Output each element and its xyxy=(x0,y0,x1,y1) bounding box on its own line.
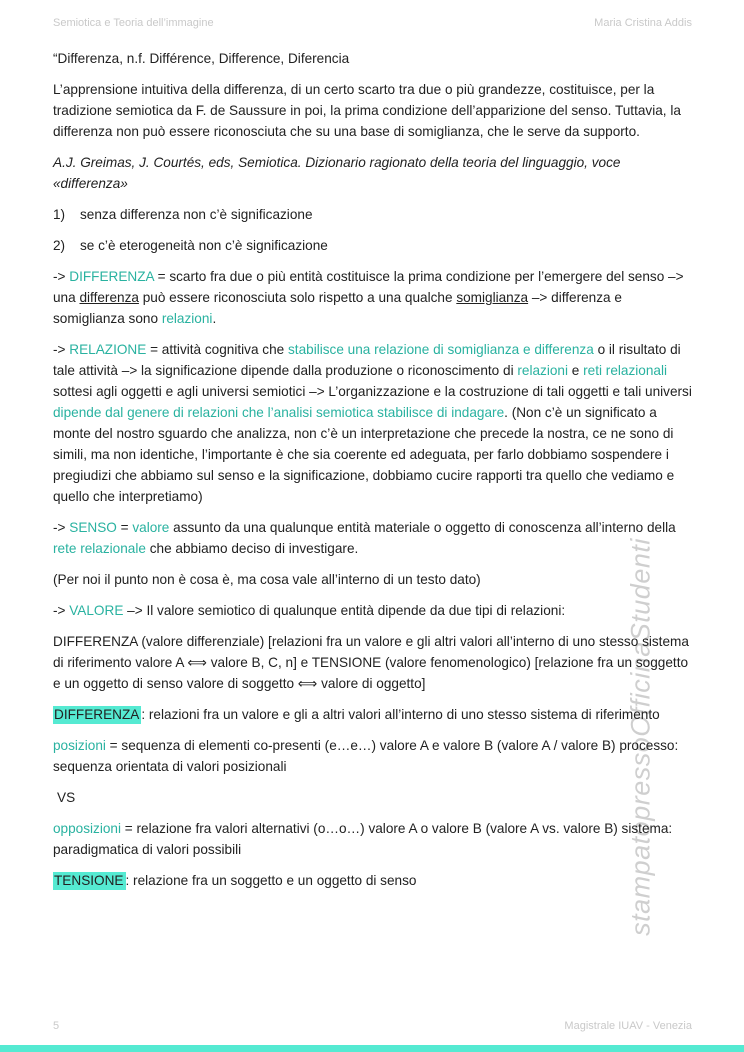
definition-differenza xyxy=(53,266,692,329)
text-segment: senza differenza non c’è significazione xyxy=(80,207,313,222)
text-segment: sottesi agli oggetti e agli universi semiotici –> L’organizzazione e la costruzione di tali oggetti e tali universi xyxy=(53,384,692,399)
text-segment: -> xyxy=(53,603,70,618)
text-segment: (Per noi il punto non è cosa è, ma cosa vale all’interno di un testo dato) xyxy=(53,572,481,587)
page-footer xyxy=(53,1020,692,1032)
bottom-accent-bar xyxy=(0,1045,744,1052)
text-segment: DIFFERENZA (valore differenziale) [relazioni fra un valore e gli altri valori all’interno di uno stesso sistema di riferimento valore A ⟺ valore B, C, n] e TENSIONE (valore fenomenologico) [relazione fra un soggetto e un oggetto di senso valore di soggetto ⟺ valore di oggetto] xyxy=(53,634,689,691)
list-marker: 2) xyxy=(53,238,66,253)
text-segment: somiglianza xyxy=(456,290,529,305)
text-segment: posizioni xyxy=(53,738,106,753)
text-segment: valore xyxy=(132,520,170,535)
highlighted-tensione xyxy=(53,870,692,891)
valore-types-paragraph xyxy=(53,631,692,694)
text-segment: RELAZIONE xyxy=(69,342,147,357)
watermark-text: stampatopressoOfficinaStudenti xyxy=(625,538,656,936)
list-item-2 xyxy=(53,235,692,256)
parenthetical-note xyxy=(53,569,692,590)
text-segment: DIFFERENZA xyxy=(54,707,140,722)
definition-valore xyxy=(53,600,692,621)
text-segment: può essere riconosciuta solo rispetto a una qualche xyxy=(138,290,457,305)
dictionary-entry-title xyxy=(53,48,692,69)
text-segment: se c’è eterogeneità non c’è significazione xyxy=(80,238,328,253)
text-segment: : relazione fra un soggetto e un oggetto di senso xyxy=(125,873,417,888)
text-segment: . (Non c’è un significato a monte del nostro sguardo che analizza, non c’è un interpretazione che precede la nostra, ce ne sono di simili, ma non identiche, l’importante è che sia coerente ed adeguata, per farlo dobbiamo sospendere i pregiudizi che abbiamo sul senso e la significazione, dobbiamo cucire rapporti tra quello che vediamo e quello che interpretiamo) xyxy=(53,405,675,504)
text-segment: -> xyxy=(53,342,70,357)
text-segment: assunto da una qualunque entità materiale o oggetto di conoscenza all’interno della xyxy=(169,520,676,535)
definition-relazione xyxy=(53,339,692,507)
footer-institution: Magistrale IUAV - Venezia xyxy=(564,1020,692,1032)
text-segment: SENSO xyxy=(69,520,117,535)
text-segment: che abbiamo deciso di investigare. xyxy=(145,541,359,556)
document-body xyxy=(53,48,692,901)
text-segment: VALORE xyxy=(69,603,124,618)
page-number: 5 xyxy=(53,1020,60,1032)
definition-senso xyxy=(53,517,692,559)
text-segment: TENSIONE xyxy=(54,873,124,888)
intro-paragraph xyxy=(53,79,692,142)
text-segment: DIFFERENZA xyxy=(69,269,154,284)
text-segment: = relazione fra valori alternativi (o…o…) valore A o valore B (valore A vs. valore B) sistema: paradigmatica di valori possibili xyxy=(53,821,673,857)
highlighted-differenza xyxy=(53,704,692,725)
text-segment: = sequenza di elementi co-presenti (e…e…) valore A e valore B (valore A / valore B) processo: sequenza orientata di valori posizionali xyxy=(53,738,679,774)
text-segment: A.J. Greimas, J. Courtés, eds, Semiotica. Dizionario ragionato della teoria del linguaggio, voce «differenza» xyxy=(53,155,621,191)
text-segment: opposizioni xyxy=(53,821,122,836)
header-author: Maria Cristina Addis xyxy=(594,17,692,29)
text-segment: “Differenza, n.f. Différence, Difference, Diferencia xyxy=(53,51,350,66)
text-segment: . xyxy=(212,311,217,326)
text-segment: stabilisce una relazione di somiglianza e differenza xyxy=(288,342,594,357)
text-segment: VS xyxy=(57,790,76,805)
text-segment: = xyxy=(116,520,133,535)
text-segment: = attività cognitiva che xyxy=(146,342,288,357)
page-header xyxy=(53,17,692,29)
text-segment: e xyxy=(568,363,584,378)
text-segment: –> Il valore semiotico di qualunque entità dipende da due tipi di relazioni: xyxy=(123,603,566,618)
text-segment: rete relazionale xyxy=(53,541,146,556)
vs-separator xyxy=(53,787,692,808)
text-segment: L’apprensione intuitiva della differenza, di un certo scarto tra due o più grandezze, costituisce, per la tradizione semiotica da F. de Saussure in poi, la prima condizione dell’apparizione del senso. Tuttavia, la differenza non può essere riconosciuta che su una base di somiglianza, che le serve da supporto. xyxy=(53,82,681,139)
text-segment: -> xyxy=(53,269,70,284)
header-course-title: Semiotica e Teoria dell’immagine xyxy=(53,17,214,29)
text-segment: = scarto fra due o più entità costituisce la prima condizione per l’emergere del senso –> una xyxy=(53,269,684,305)
definition-opposizioni xyxy=(53,818,692,860)
citation xyxy=(53,152,692,194)
text-segment: relazioni xyxy=(161,311,213,326)
text-segment: differenza xyxy=(79,290,139,305)
list-marker: 1) xyxy=(53,207,66,222)
text-segment: –> differenza e somiglianza sono xyxy=(53,290,622,326)
text-segment: -> xyxy=(53,520,70,535)
text-segment: : relazioni fra un valore e gli a altri valori all’interno di uno stesso sistema di riferimento xyxy=(141,707,660,722)
list-item-1 xyxy=(53,204,692,225)
text-segment: dipende dal genere di relazioni che l’analisi semiotica stabilisce di indagare xyxy=(53,405,505,420)
text-segment: relazioni xyxy=(517,363,568,378)
definition-posizioni xyxy=(53,735,692,777)
text-segment: reti relazionali xyxy=(583,363,667,378)
text-segment: o il risultato di tale attività –> la significazione dipende dalla produzione o riconoscimento di xyxy=(53,342,681,378)
